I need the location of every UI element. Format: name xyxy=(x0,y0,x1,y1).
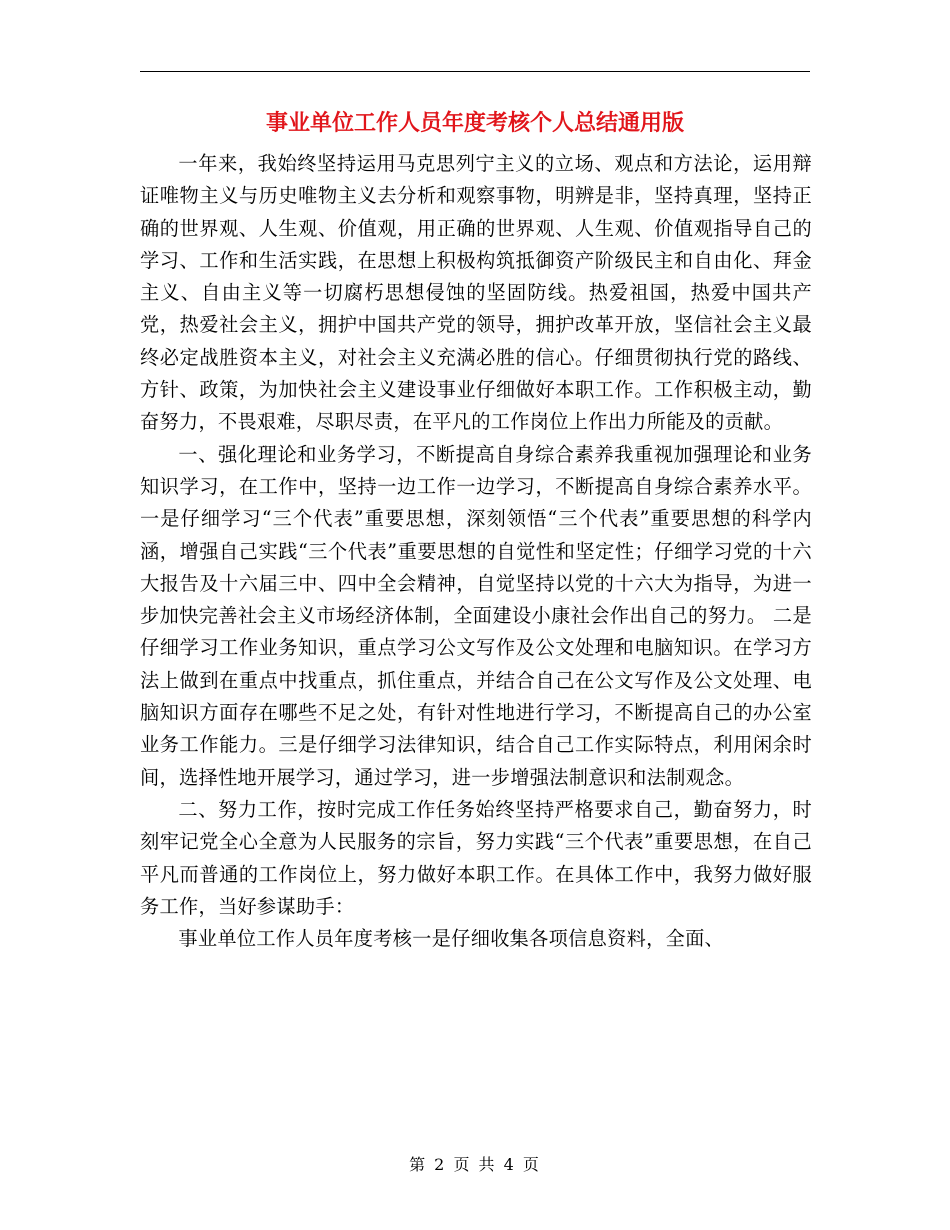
paragraph-study: 一、强化理论和业务学习，不断提高自身综合素养我重视加强理论和业务知识学习，在工作中，坚持一边工作一边学习，不断提高自身综合素养水平。一是仔细学习“三个代表”重要思想，深刻领悟“三个代表”重要思想的科学内涵，增强自己实践“三个代表”重要思想的自觉性和坚定性；仔细学习党的十六大报告及十六届三中、四中全会精神，自觉坚持以党的十六大为指导，为进一步加快完善社会主义市场经济体制，全面建设小康社会作出自己的努力。 二是仔细学习工作业务知识，重点学习公文写作及公文处理和电脑知识。在学习方法上做到在重点中找重点，抓住重点，并结合自己在公文写作及公文处理、电脑知识方面存在哪些不足之处，有针对性地进行学习，不断提高自己的办公室业务工作能力。三是仔细学习法律知识，结合自己工作实际特点，利用闲余时间，选择性地开展学习，通过学习，进一步增强法制意识和法制观念。 xyxy=(140,442,812,789)
document-title: 事业单位工作人员年度考核个人总结通用版 xyxy=(265,111,684,136)
paragraph-assessment: 事业单位工作人员年度考核一是仔细收集各项信息资料，全面、 xyxy=(178,927,725,951)
paragraph-work: 二、努力工作，按时完成工作任务始终坚持严格要求自己，勤奋努力，时刻牢记党全心全意为人民服务的宗旨，努力实践“三个代表”重要思想，在自己平凡而普通的工作岗位上，努力做好本职工作。在具体工作中，我努力做好服务工作，当好参谋助手： xyxy=(140,797,812,918)
header-rule xyxy=(140,71,810,72)
page-number: 第 2 页 共 4 页 xyxy=(409,1155,541,1174)
paragraph-intro: 一年来，我始终坚持运用马克思列宁主义的立场、观点和方法论，运用辩证唯物主义与历史唯物主义去分析和观察事物，明辨是非，坚持真理，坚持正确的世界观、人生观、价值观，用正确的世界观、人生观、价值观指导自己的学习、工作和生活实践，在思想上积极构筑抵御资产阶级民主和自由化、拜金主义、自由主义等一切腐朽思想侵蚀的坚固防线。热爱祖国，热爱中国共产党，热爱社会主义，拥护中国共产党的领导，拥护改革开放，坚信社会主义最终必定战胜资本主义，对社会主义充满必胜的信心。仔细贯彻执行党的路线、方针、政策，为加快社会主义建设事业仔细做好本职工作。工作积极主动，勤奋努力，不畏艰难，尽职尽责，在平凡的工作岗位上作出力所能及的贡献。 xyxy=(140,152,812,434)
document-body xyxy=(140,148,812,955)
